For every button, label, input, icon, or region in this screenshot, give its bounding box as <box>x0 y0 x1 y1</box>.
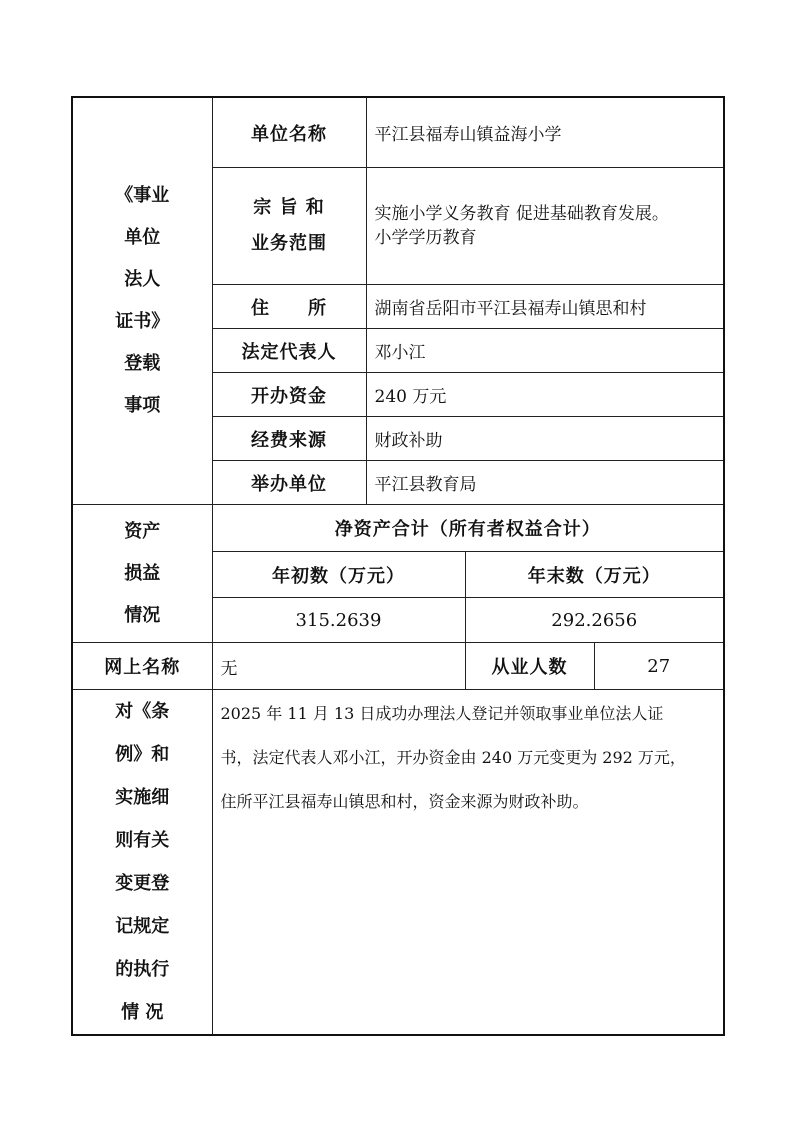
execution-section-label: 对《条 例》和 实施细 则有关 变更登 记规定 的执行 情 况 <box>72 690 212 1036</box>
registration-form-page <box>71 96 723 1023</box>
registration-section-label: 《事业 单位 法人 证书》 登载 事项 <box>72 97 212 505</box>
address-value: 湖南省岳阳市平江县福寿山镇思和村 <box>366 285 724 329</box>
year-begin-header: 年初数（万元） <box>212 552 465 598</box>
assets-section-label: 资产 损益 情况 <box>72 505 212 643</box>
registration-table <box>71 96 725 1036</box>
legal-representative-label: 法定代表人 <box>212 329 366 373</box>
year-end-header: 年末数（万元） <box>465 552 724 598</box>
year-end-value: 292.2656 <box>465 598 724 643</box>
legal-representative-value: 邓小江 <box>366 329 724 373</box>
staff-count-label: 从业人数 <box>465 643 594 690</box>
address-label: 住 所 <box>212 285 366 329</box>
unit-name-label: 单位名称 <box>212 97 366 168</box>
sponsor-unit-value: 平江县教育局 <box>366 461 724 505</box>
online-name-label: 网上名称 <box>72 643 212 690</box>
funding-source-label: 经费来源 <box>212 417 366 461</box>
purpose-scope-value: 实施小学义务教育 促进基础教育发展。 小学学历教育 <box>366 168 724 285</box>
funding-source-value: 财政补助 <box>366 417 724 461</box>
sponsor-unit-label: 举办单位 <box>212 461 366 505</box>
year-begin-value: 315.2639 <box>212 598 465 643</box>
net-assets-header: 净资产合计（所有者权益合计） <box>212 505 724 552</box>
staff-count-value: 27 <box>594 643 724 690</box>
unit-name-value: 平江县福寿山镇益海小学 <box>366 97 724 168</box>
startup-capital-label: 开办资金 <box>212 373 366 417</box>
online-name-value: 无 <box>212 643 465 690</box>
purpose-scope-label: 宗 旨 和 业务范围 <box>212 168 366 285</box>
execution-description: 2025 年 11 月 13 日成功办理法人登记并领取事业单位法人证 书，法定代表人邓小江，开办资金由 240 万元变更为 292 万元， 住所平江县福寿山镇思和村，资金来源为财政补助。 <box>212 690 724 1036</box>
startup-capital-value: 240 万元 <box>366 373 724 417</box>
